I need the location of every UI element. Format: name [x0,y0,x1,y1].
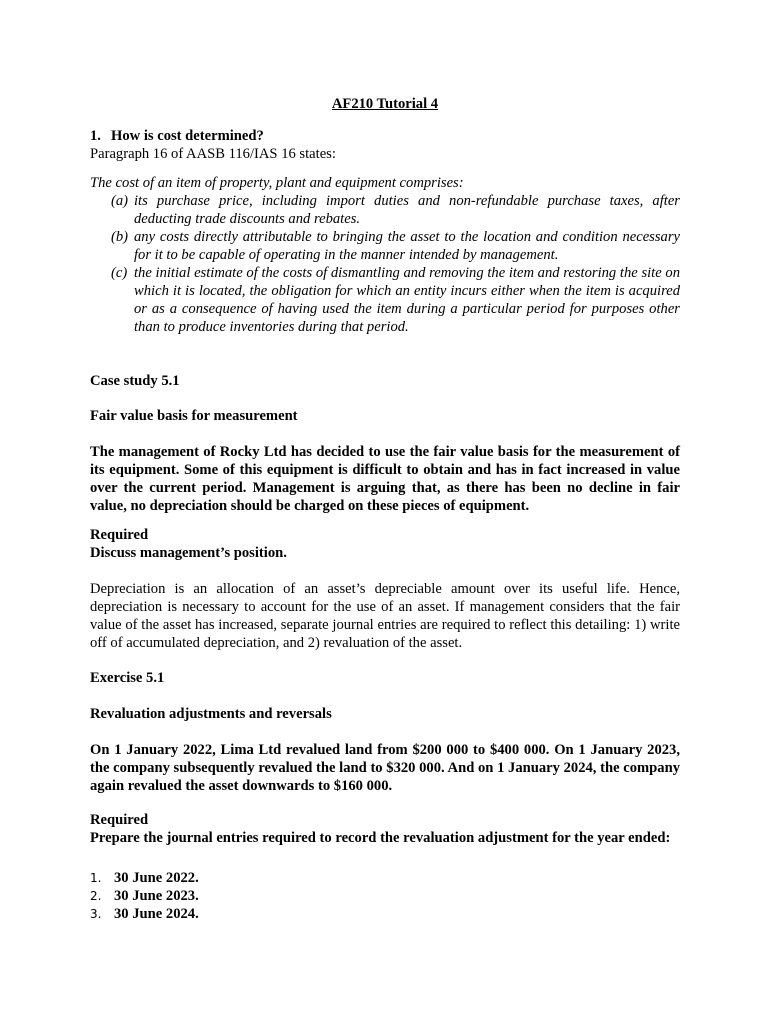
list-item [90,905,680,923]
list-item [90,869,680,887]
question-1-text: How is cost determined? [111,128,264,144]
question-1 [90,127,680,163]
quote-item-c-text: the initial estimate of the costs of dismantling and removing the item and restoring the site on which it is located, the obligation for which an entity incurs either when the item is acquired or as a consequence of having used the item during a particular period for purposes other than to produce inventories during that period. [134,265,680,335]
exercise-required-label: Required [90,812,149,828]
question-1-heading [90,127,680,145]
list-item-number: 2. [90,889,102,903]
case-study-body: The management of Rocky Ltd has decided to use the fair value basis for the measurement of its equipment. Some of this equipment is difficult to obtain and has in fact increased in value over the current period. Management is arguing that, as there has been no decline in fair value, no depreciation should be charged on these pieces of equipment. [90,444,680,514]
question-1-number: 1. [90,128,101,144]
quote-item-b-text: any costs directly attributable to bringing the asset to the location and condition necessary for it to be capable of operating in the manner intended by management. [134,229,680,263]
list-item-number: 1. [90,871,102,885]
quote-item-a-mark: (a) [111,193,129,209]
exercise-body: On 1 January 2022, Lima Ltd revalued land from $200 000 to $400 000. On 1 January 2023, the company subsequently revalued the land to $320 000. And on 1 January 2024, the company again revalued the asset downwards to $160 000. [90,742,680,794]
quote-item-a [90,192,680,228]
list-item-number: 3. [90,907,102,921]
exercise-required-text: Prepare the journal entries required to record the revaluation adjustment for the year ended: [90,830,671,846]
quote-item-c-mark: (c) [111,265,128,281]
list-item-text: 30 June 2024. [114,906,199,922]
question-1-intro: Paragraph 16 of AASB 116/IAS 16 states: [90,146,336,162]
exercise-heading: Revaluation adjustments and reversals [90,706,332,722]
case-study-answer: Depreciation is an allocation of an asset’s depreciable amount over its useful life. Hence, depreciation is necessary to account for the use of an asset. If management considers that the fair value of the asset has increased, separate journal entries are required to reflect this detailing: 1) write off of accumulated depreciation, and 2) revaluation of the asset. [90,581,680,651]
case-study-label: Case study 5.1 [90,373,180,389]
document-page [90,0,680,1024]
quote-item-c [90,264,680,336]
page-title: AF210 Tutorial 4 [331,96,439,112]
case-study-heading: Fair value basis for measurement [90,408,298,424]
case-study-required-label: Required [90,527,149,543]
list-item [90,887,680,905]
quote-item-b [90,228,680,264]
case-study-required-text: Discuss management’s position. [90,545,287,561]
quote-items [90,192,680,336]
exercise-label: Exercise 5.1 [90,670,165,686]
list-item-text: 30 June 2023. [114,888,199,904]
quote-lead: The cost of an item of property, plant and equipment comprises: [90,175,464,191]
list-item-text: 30 June 2022. [114,870,199,886]
quote-item-a-text: its purchase price, including import duties and non-refundable purchase taxes, after deducting trade discounts and rebates. [134,193,680,227]
quote-item-b-mark: (b) [111,229,129,245]
standard-quote [90,174,680,336]
exercise-list [90,869,680,923]
